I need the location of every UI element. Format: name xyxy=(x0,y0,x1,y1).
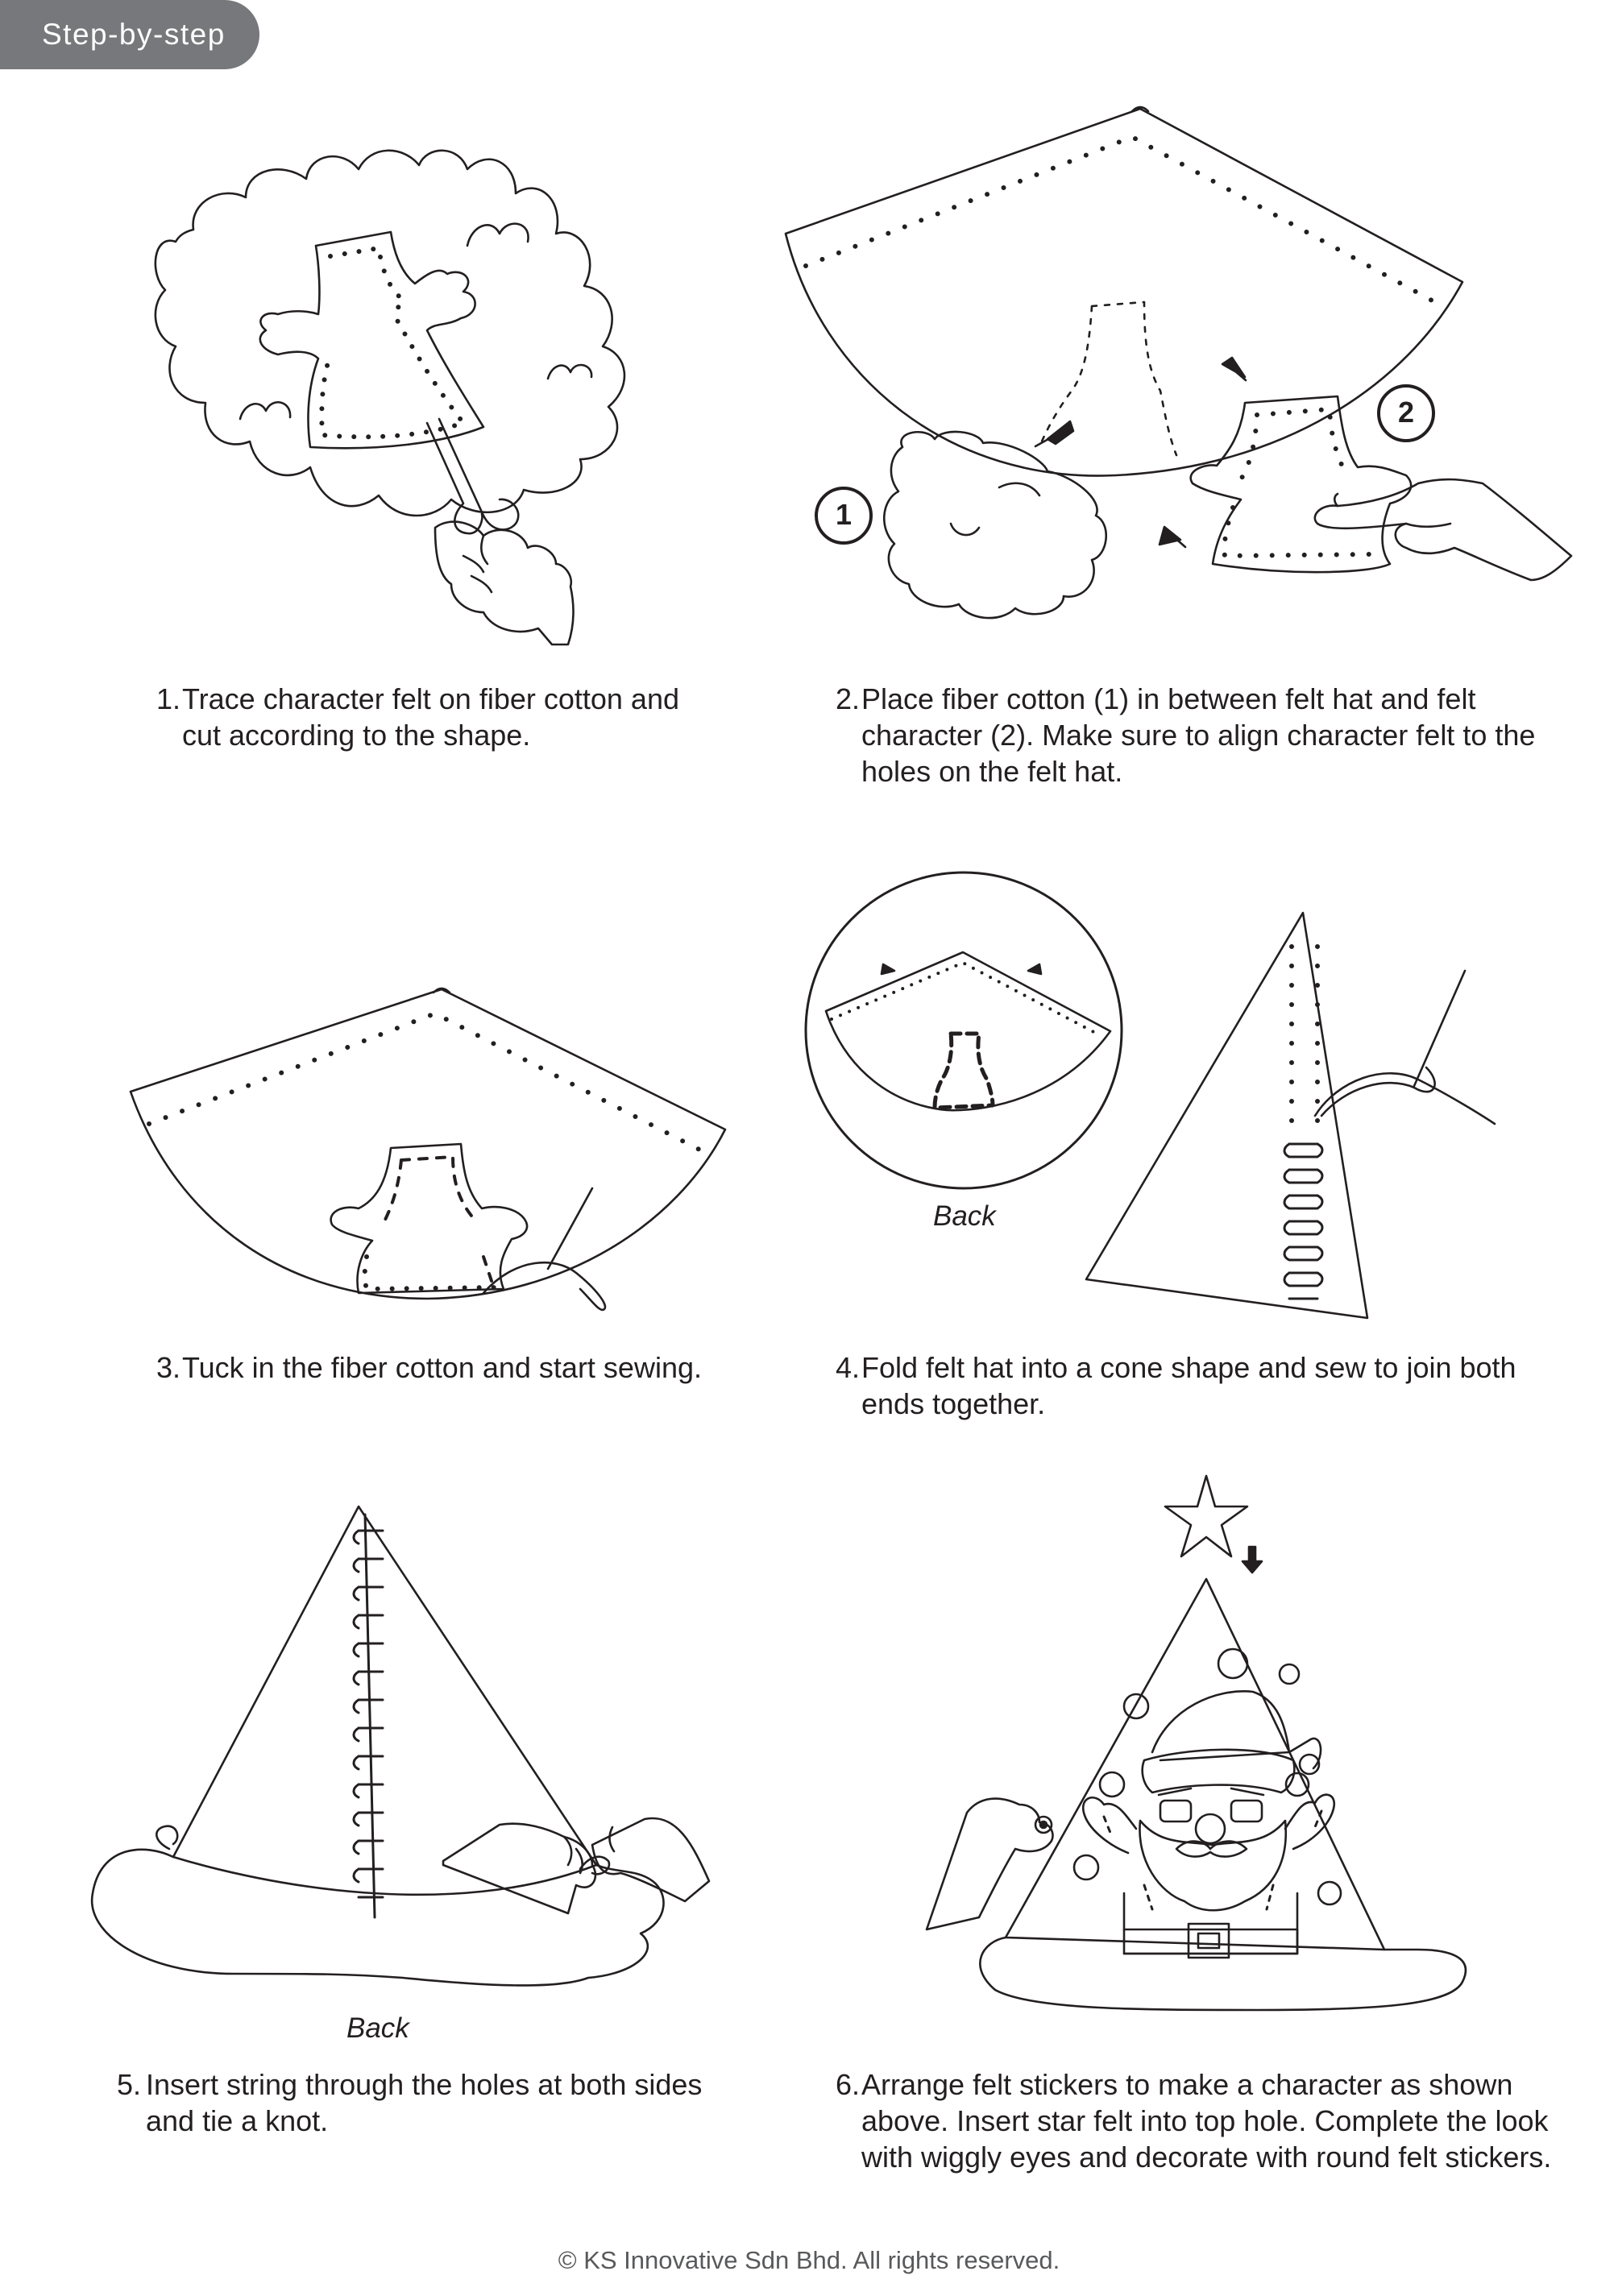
santa-beard xyxy=(1139,1821,1285,1910)
back-character-dashes xyxy=(935,1034,993,1108)
step5-illustration xyxy=(92,1506,709,1985)
cotton-tuft xyxy=(951,483,1039,535)
step2-illustration xyxy=(786,107,1571,618)
wiggly-eye-pupil xyxy=(1040,1821,1047,1828)
back-label-step5: Back xyxy=(346,2012,409,2044)
sewing-needle-icon xyxy=(548,1188,592,1269)
thumb-line xyxy=(1334,494,1450,527)
down-arrow xyxy=(1243,1547,1262,1573)
step6-illustration xyxy=(927,1476,1466,2010)
string-loop-left xyxy=(156,1826,177,1849)
cone-stitches xyxy=(1284,1144,1322,1299)
step-text: Fold felt hat into a cone shape and sew to join both ends together. xyxy=(861,1351,1516,1420)
step3-illustration xyxy=(131,988,725,1310)
cotton-tuft xyxy=(467,224,529,246)
stitch-holes xyxy=(322,248,463,437)
step-1-caption xyxy=(156,681,865,753)
felt-hat-open xyxy=(786,109,1462,476)
placing-hand xyxy=(927,1799,1053,1929)
back-hat-fold xyxy=(826,952,1110,1110)
step-6-caption xyxy=(836,2066,1552,2175)
step-number: 2. xyxy=(836,682,861,715)
cone-hat xyxy=(1086,913,1367,1318)
cotton-tuft xyxy=(548,365,591,379)
step-text: Trace character felt on fiber cotton and cut according to the shape. xyxy=(182,682,679,752)
cutting-hand xyxy=(435,522,573,644)
hat-top-holes xyxy=(149,1013,701,1150)
star-felt-icon xyxy=(1165,1476,1247,1556)
align-arrow xyxy=(1160,527,1185,547)
fiber-cotton-sheet xyxy=(156,151,624,516)
step-2-caption xyxy=(836,681,1545,790)
step-text: Arrange felt stickers to make a character as shown above. Insert star felt into top hole. Complete the look with wiggly eyes and decorate with round felt stickers. xyxy=(861,2068,1552,2174)
align-arrow xyxy=(1222,358,1246,380)
fold-arrow xyxy=(1028,964,1041,974)
step-number: 1. xyxy=(156,682,181,715)
hand-fingers xyxy=(564,1827,614,1873)
felt-hat-open xyxy=(131,989,725,1299)
step1-illustration xyxy=(156,151,624,644)
santa-eyebrows xyxy=(1159,1788,1263,1795)
step-text: Insert string through the holes at both sides and tie a knot. xyxy=(146,2068,703,2137)
santa-hat xyxy=(1152,1691,1321,1768)
step-5-caption xyxy=(117,2066,826,2139)
callout-2-label: 2 xyxy=(1397,396,1415,429)
cone-hat xyxy=(173,1506,596,1895)
copyright-footer: © KS Innovative Sdn Bhd. All rights reserved. xyxy=(558,2246,1060,2274)
character-on-hat xyxy=(331,1144,527,1293)
fiber-cotton-base xyxy=(980,1938,1466,2010)
back-stitches xyxy=(354,1515,383,1917)
back-view-circle xyxy=(806,872,1122,1188)
santa-eye-right xyxy=(1231,1801,1262,1821)
step-number: 6. xyxy=(836,2068,861,2101)
scissors-icon xyxy=(427,419,518,533)
step-number: 4. xyxy=(836,1351,861,1384)
character-felt-outline xyxy=(260,232,483,448)
belt-buckle-inner xyxy=(1198,1933,1219,1948)
tag-label: Step-by-step xyxy=(42,18,226,51)
cone-hat xyxy=(1006,1579,1384,1950)
step-3-caption xyxy=(156,1349,865,1386)
character-holes xyxy=(365,1257,500,1289)
back-label-step4: Back xyxy=(933,1200,996,1232)
character-stitches xyxy=(383,1157,492,1281)
arrow-to-hat xyxy=(1035,421,1073,446)
step-number: 5. xyxy=(117,2068,142,2101)
sewing-needle-icon xyxy=(1414,971,1465,1086)
fold-arrow xyxy=(882,964,894,974)
sewing-thread xyxy=(1315,1067,1495,1124)
step-text: Tuck in the fiber cotton and start sewing. xyxy=(182,1351,702,1384)
hat-top-holes xyxy=(806,137,1442,306)
santa-nose xyxy=(1196,1814,1225,1843)
tying-hands xyxy=(443,1818,709,1913)
step-4-caption xyxy=(836,1349,1545,1422)
holding-hand xyxy=(1315,479,1571,580)
step4-illustration xyxy=(806,872,1495,1318)
santa-arm-stitches xyxy=(1104,1811,1321,1909)
santa-eye-left xyxy=(1160,1801,1191,1821)
hand-fingers xyxy=(463,536,492,592)
step-text: Place fiber cotton (1) in between felt hat and felt character (2). Make sure to align character felt to the holes on the felt hat. xyxy=(861,682,1536,788)
cotton-tuft xyxy=(240,402,290,419)
back-hat-holes xyxy=(832,963,1100,1035)
callout-1-label: 1 xyxy=(835,498,853,531)
step-number: 3. xyxy=(156,1351,181,1384)
